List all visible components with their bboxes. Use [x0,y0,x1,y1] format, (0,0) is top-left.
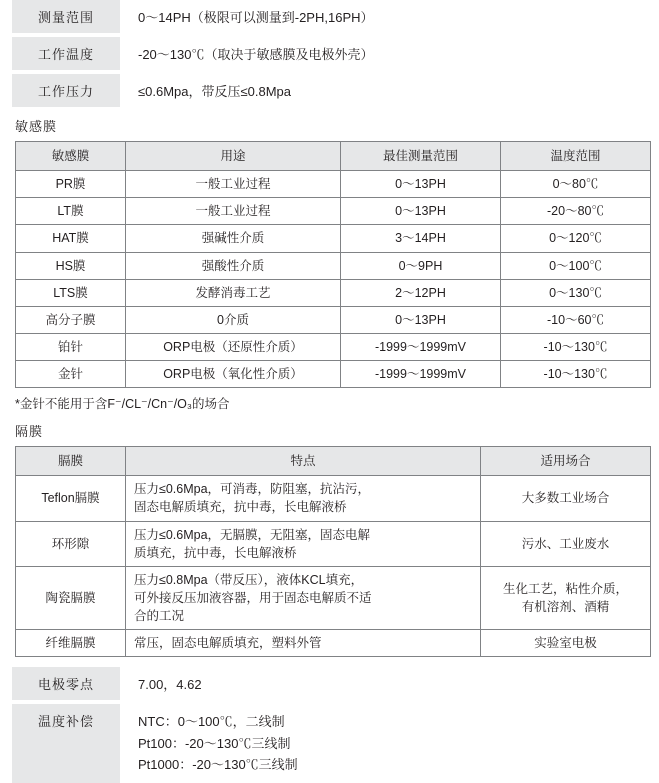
table-row [16,198,651,225]
cell-membrane: HS膜 [16,252,126,279]
spec-value: 0～14PH（极限可以测量到-2PH,16PH） [138,10,374,25]
sensitive-membrane-note: *金针不能用于含F⁻/CL⁻/Cn⁻/O₃的场合 [15,397,230,412]
cell-usage: ORP电极（还原性介质） [126,333,341,360]
cell-best-range: -1999～1999mV [341,333,501,360]
cell-diaphragm-application: 实验室电极 [481,630,651,657]
spec-row-working-temperature [12,37,647,70]
spec-value: NTC：0～100℃，二线制 Pt100：-20～130℃三线制 Pt1000：-20～130℃三线制 [138,714,298,773]
top-spec-list [12,0,647,107]
cell-membrane: LTS膜 [16,279,126,306]
cell-diaphragm-feature: 压力≤0.6Mpa，无膈膜，无阻塞，固态电解 质填充，抗中毒，长电解液桥 [126,521,481,566]
cell-diaphragm-application: 污水、工业废水 [481,521,651,566]
cell-diaphragm-feature: 压力≤0.6Mpa，可消毒，防阻塞，抗沾污， 固态电解质填充，抗中毒，长电解液桥 [126,476,481,521]
cell-best-range: -1999～1999mV [341,361,501,388]
cell-diaphragm-name: 环形隙 [16,521,126,566]
table-row [16,333,651,360]
cell-temp-range: 0～80℃ [501,171,651,198]
spec-row-measuring-range [12,0,647,33]
cell-best-range: 0～13PH [341,198,501,225]
cell-usage: 强酸性介质 [126,252,341,279]
cell-temp-range: -20～80℃ [501,198,651,225]
diaphragm-table [15,446,651,657]
cell-membrane: HAT膜 [16,225,126,252]
spec-label: 工作温度 [12,37,120,70]
table-row [16,279,651,306]
cell-diaphragm-name: 纤维膈膜 [16,630,126,657]
spec-value: ≤0.6Mpa，带反压≤0.8Mpa [138,84,291,99]
cell-temp-range: 0～100℃ [501,252,651,279]
cell-diaphragm-feature: 常压，固态电解质填充，塑料外管 [126,630,481,657]
cell-membrane: LT膜 [16,198,126,225]
cell-usage: 一般工业过程 [126,198,341,225]
cell-diaphragm-feature: 压力≤0.8Mpa（带反压），液体KCL填充， 可外接反压加液容器，用于固态电解质不适 合的工况 [126,566,481,629]
cell-usage: ORP电极（氧化性介质） [126,361,341,388]
spec-row-working-pressure [12,74,647,107]
cell-diaphragm-application: 大多数工业场合 [481,476,651,521]
table-header-row [16,447,651,476]
cell-temp-range: 0～130℃ [501,279,651,306]
cell-diaphragm-name: Teflon膈膜 [16,476,126,521]
section-title-diaphragm: 隔膜 [15,424,44,440]
spec-row-electrode-zero [12,667,647,700]
spec-label: 电极零点 [12,667,120,700]
cell-diaphragm-name: 陶瓷膈膜 [16,566,126,629]
spec-label: 测量范围 [12,0,120,33]
column-header-diaphragm: 膈膜 [16,447,126,476]
table-row [16,476,651,521]
spec-label: 工作压力 [12,74,120,107]
column-header-membrane: 敏感膜 [16,142,126,171]
column-header-feature: 特点 [126,447,481,476]
column-header-best-range: 最佳测量范围 [341,142,501,171]
table-row [16,225,651,252]
cell-best-range: 0～13PH [341,171,501,198]
spec-value: -20～130℃（取决于敏感膜及电极外壳） [138,47,374,62]
cell-membrane: 铂针 [16,333,126,360]
cell-temp-range: -10～130℃ [501,361,651,388]
cell-temp-range: -10～60℃ [501,306,651,333]
cell-diaphragm-application: 生化工艺，粘性介质， 有机溶剂、酒精 [481,566,651,629]
cell-membrane: 高分子膜 [16,306,126,333]
cell-usage: 0介质 [126,306,341,333]
cell-usage: 发酵消毒工艺 [126,279,341,306]
spec-value: 7.00，4.62 [138,677,202,693]
table-row [16,521,651,566]
cell-temp-range: 0～120℃ [501,225,651,252]
cell-temp-range: -10～130℃ [501,333,651,360]
cell-membrane: 金针 [16,361,126,388]
table-row [16,566,651,629]
cell-best-range: 0～13PH [341,306,501,333]
table-row [16,171,651,198]
cell-best-range: 3～14PH [341,225,501,252]
table-header-row [16,142,651,171]
cell-usage: 强碱性介质 [126,225,341,252]
column-header-usage: 用途 [126,142,341,171]
column-header-application: 适用场合 [481,447,651,476]
cell-best-range: 0～9PH [341,252,501,279]
table-row [16,306,651,333]
cell-best-range: 2～12PH [341,279,501,306]
sensitive-membrane-table [15,141,651,388]
cell-usage: 一般工业过程 [126,171,341,198]
bottom-spec-list [12,667,647,782]
column-header-temp-range: 温度范围 [501,142,651,171]
spec-row-temperature-compensation [12,704,647,782]
cell-membrane: PR膜 [16,171,126,198]
section-title-sensitive-membrane: 敏感膜 [15,119,58,134]
table-row [16,361,651,388]
spec-label: 温度补偿 [12,704,120,782]
table-row [16,252,651,279]
table-row [16,630,651,657]
